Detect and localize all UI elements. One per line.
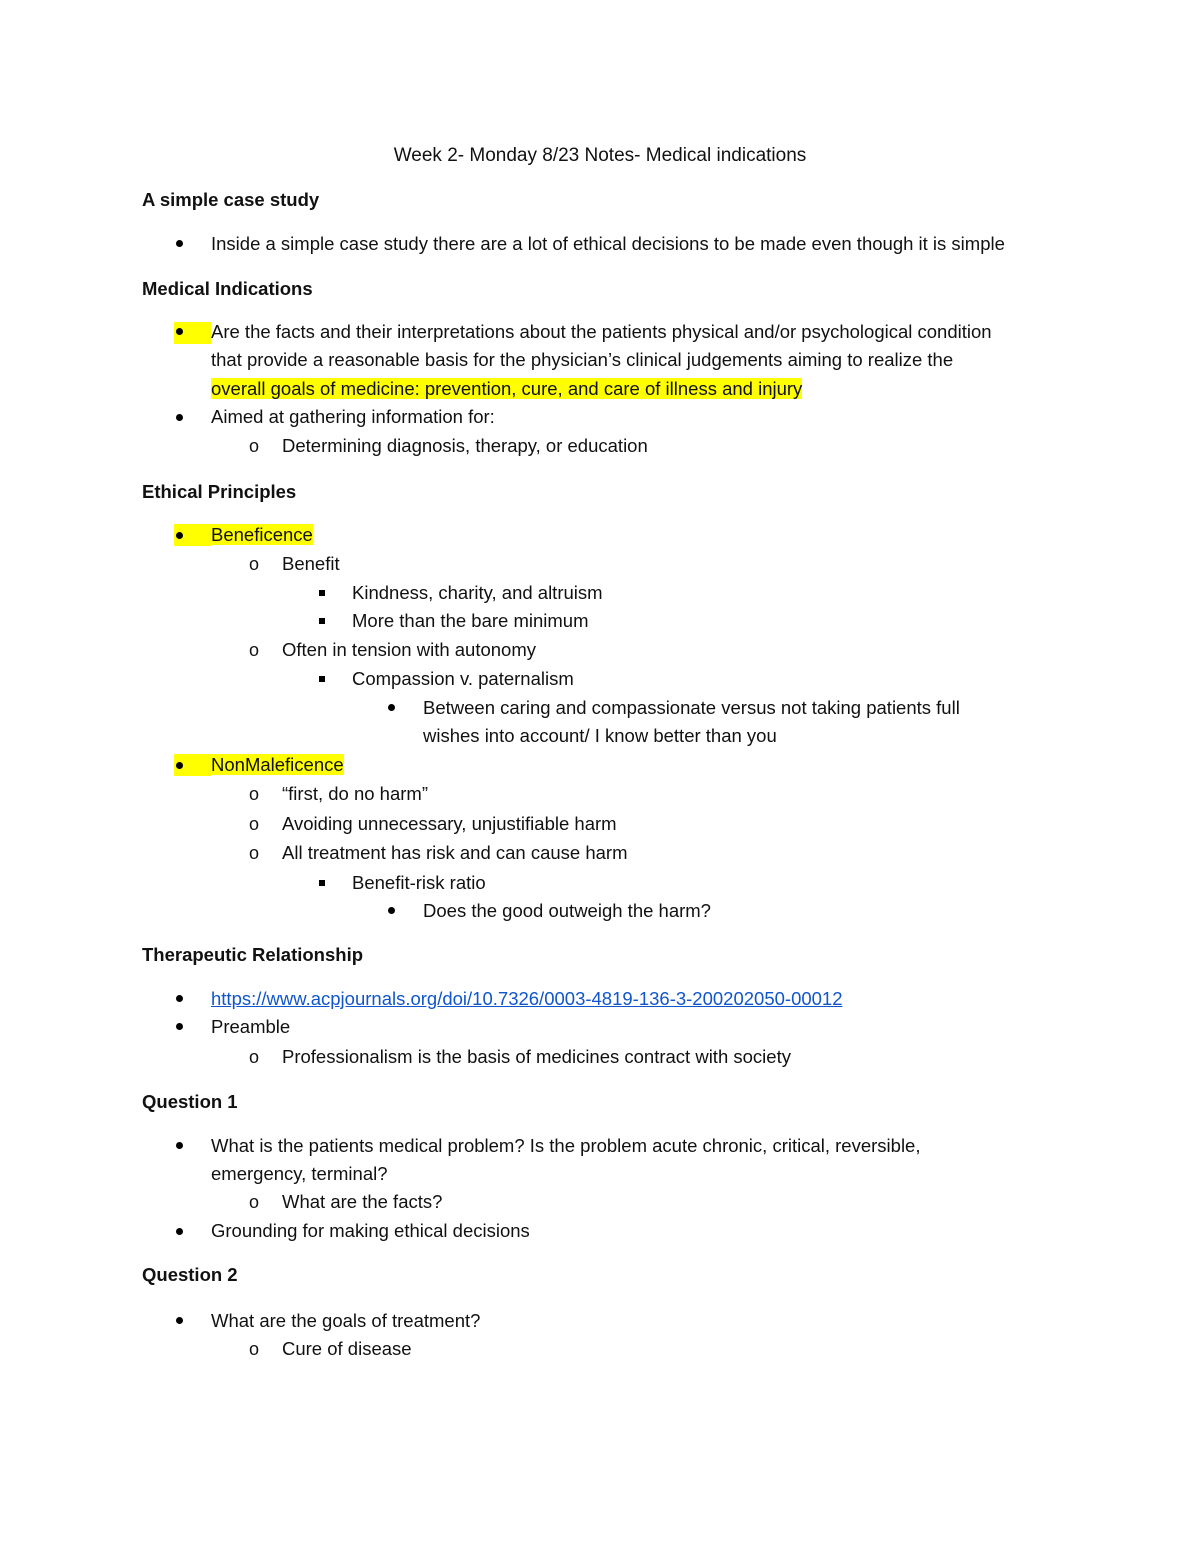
hollow-circle-icon: o	[249, 436, 260, 456]
list-item: Preamble	[211, 1016, 291, 1037]
hollow-circle-icon: o	[249, 1047, 260, 1067]
heading-question-1: Question 1	[142, 1091, 238, 1112]
list-item: More than the bare minimum	[352, 610, 589, 631]
hollow-circle-icon: o	[249, 554, 260, 574]
bullet-icon	[176, 762, 183, 769]
heading-question-2: Question 2	[142, 1264, 238, 1285]
highlighted-text: overall goals of medicine: prevention, cure, and care of illness and injury	[211, 378, 803, 399]
heading-medical-indications: Medical Indications	[142, 278, 313, 299]
list-item: Determining diagnosis, therapy, or education	[282, 435, 648, 456]
hollow-circle-icon: o	[249, 784, 260, 804]
bullet-icon	[176, 995, 183, 1002]
list-item: All treatment has risk and can cause harm	[282, 842, 628, 863]
list-item-continuation: emergency, terminal?	[211, 1163, 388, 1184]
bullet-icon	[176, 328, 183, 335]
heading-therapeutic-relationship: Therapeutic Relationship	[142, 944, 364, 965]
square-bullet-icon	[319, 590, 325, 596]
list-item: Cure of disease	[282, 1338, 412, 1359]
list-item: Are the facts and their interpretations about the patients physical and/or psychological condition	[211, 321, 992, 342]
list-item: Benefit-risk ratio	[352, 872, 486, 893]
list-item: Avoiding unnecessary, unjustifiable harm	[282, 813, 617, 834]
list-item: Often in tension with autonomy	[282, 639, 537, 660]
list-item: Grounding for making ethical decisions	[211, 1220, 530, 1241]
square-bullet-icon	[319, 618, 325, 624]
bullet-icon	[176, 414, 183, 421]
list-item-continuation: wishes into account/ I know better than you	[423, 725, 777, 746]
bullet-icon	[176, 1228, 183, 1235]
list-item: What is the patients medical problem? Is the problem acute chronic, critical, reversible,	[211, 1135, 921, 1156]
square-bullet-icon	[319, 880, 325, 886]
acp-journal-link[interactable]: https://www.acpjournals.org/doi/10.7326/0003-4819-136-3-200202050-00012	[211, 988, 843, 1009]
list-item: Inside a simple case study there are a lot of ethical decisions to be made even though it is simple	[211, 233, 1005, 254]
heading-ethical-principles: Ethical Principles	[142, 481, 297, 502]
list-item: Aimed at gathering information for:	[211, 406, 495, 427]
list-item: What are the goals of treatment?	[211, 1310, 481, 1331]
heading-case-study: A simple case study	[142, 189, 320, 210]
hollow-circle-icon: o	[249, 640, 260, 660]
list-item: Kindness, charity, and altruism	[352, 582, 603, 603]
bullet-icon	[176, 1023, 183, 1030]
list-item: Professionalism is the basis of medicines contract with society	[282, 1046, 791, 1067]
list-item: Between caring and compassionate versus not taking patients full	[423, 697, 960, 718]
hollow-circle-icon: o	[249, 1339, 260, 1359]
list-item: “first, do no harm”	[282, 783, 428, 804]
highlighted-text: Beneficence	[211, 524, 313, 545]
bullet-icon	[388, 704, 395, 711]
list-item: Does the good outweigh the harm?	[423, 900, 711, 921]
highlighted-text: NonMaleficence	[211, 754, 344, 775]
page-title: Week 2- Monday 8/23 Notes- Medical indications	[393, 145, 807, 166]
square-bullet-icon	[319, 676, 325, 682]
list-item: Compassion v. paternalism	[352, 668, 574, 689]
bullet-icon	[176, 532, 183, 539]
bullet-icon	[176, 1142, 183, 1149]
hollow-circle-icon: o	[249, 814, 260, 834]
acp-journal-link-line	[211, 986, 843, 1012]
bullet-icon	[176, 1317, 183, 1324]
list-item-continuation: that provide a reasonable basis for the physician’s clinical judgements aiming to realize the	[211, 349, 954, 370]
hollow-circle-icon: o	[249, 843, 260, 863]
bullet-icon	[176, 240, 183, 247]
list-item: Benefit	[282, 553, 340, 574]
bullet-icon	[388, 907, 395, 914]
list-item: What are the facts?	[282, 1191, 443, 1212]
hollow-circle-icon: o	[249, 1192, 260, 1212]
